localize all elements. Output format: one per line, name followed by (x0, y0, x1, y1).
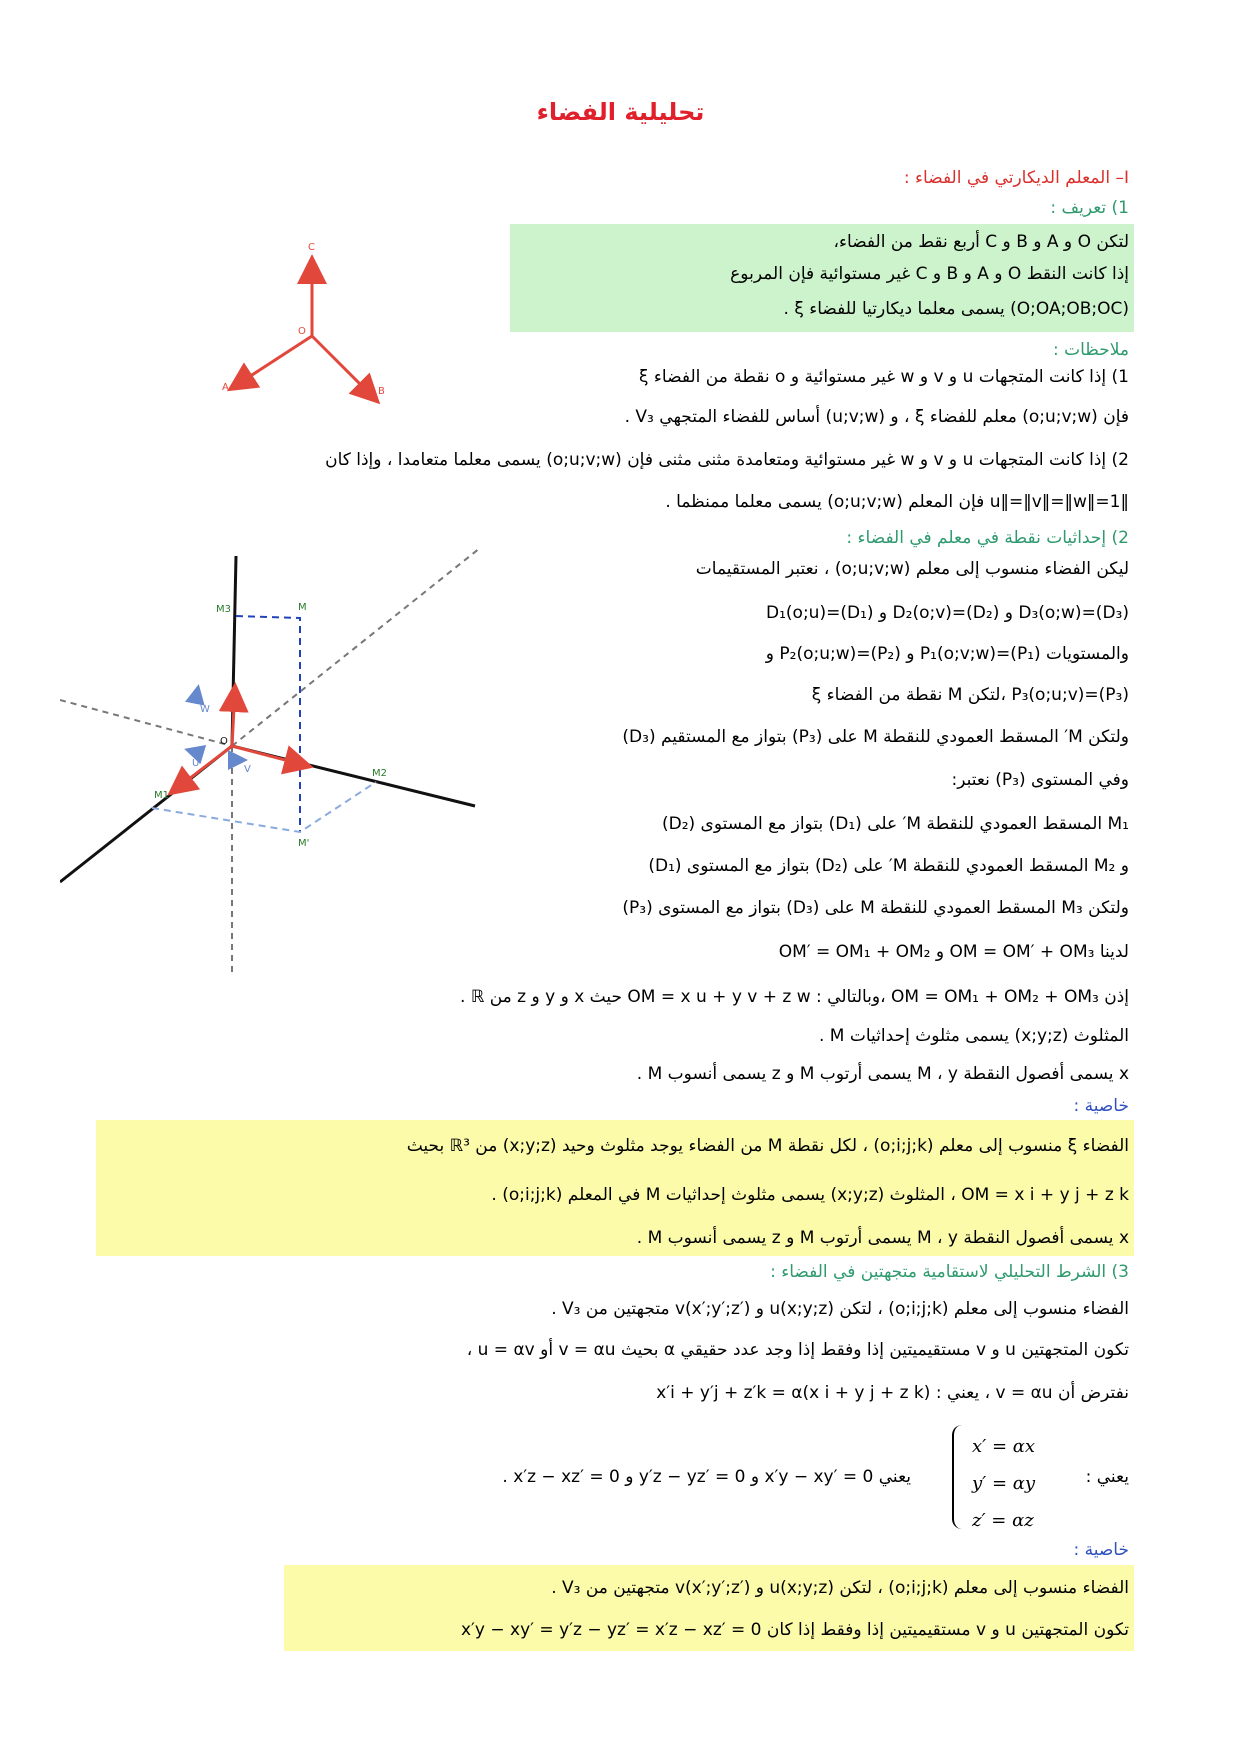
system-eq-3: z′ = αz (972, 1510, 1034, 1531)
note-1: 1) إذا كانت المتجهات u و v و w غير مستوائية و o نقطة من الفضاء ξ (639, 367, 1129, 387)
label-b: B (378, 386, 385, 397)
section-2-line-8: و M₂ المسقط العمودي للنقطة M′ على (D₂) بتواز مع المستوى (D₁) (648, 856, 1129, 876)
unit-vector-u (188, 750, 198, 753)
property-2-line-2: تكون المتجهتين u و v مستقيميتين إذا وفقط إذا كان x′y − xy′ = y′z − yz′ = x′z − xz′ = 0 (461, 1620, 1129, 1640)
system-brace (952, 1425, 968, 1529)
label-m3: M3 (216, 604, 231, 615)
vector-om1 (172, 746, 232, 792)
property-2-heading: خاصية : (1073, 1540, 1129, 1560)
system-eq-2: y′ = αy (972, 1473, 1036, 1494)
section-2-line-10: لدينا OM = OM′ + OM₃ و OM′ = OM₁ + OM₂ (778, 942, 1129, 962)
vector-om2 (232, 746, 308, 766)
definition-line-1: لتكن O و A و B و C أربع نقط من الفضاء، (833, 232, 1129, 252)
projection-m1-m2 (152, 782, 376, 832)
system-label: يعني : (1085, 1467, 1129, 1487)
property-1-line-1: الفضاء ξ منسوب إلى معلم (o;i;j;k) ، لكل نقطة M من الفضاء يوجد مثلوث وحيد (x;y;z) من ℝ³ بحيث (406, 1136, 1129, 1156)
page-title: تحليلية الفضاء (536, 98, 705, 126)
note-2b: ‖u‖=‖v‖=‖w‖=1 فإن المعلم (o;u;v;w) يسمى معلما ممنظما . (665, 492, 1129, 512)
section-2-line-1: ليكن الفضاء منسوب إلى معلم (o;u;v;w) ، نعتبر المستقيمات (695, 559, 1129, 579)
section-2-line-11: إذن OM = OM₁ + OM₂ + OM₃ ،وبالتالي : OM = x u + y v + z w حيث x و y و z من ℝ . (460, 987, 1129, 1007)
section-2-line-3: والمستويات (P₁)=P₁(o;v;w) و (P₂)=P₂(o;u;w) و (765, 644, 1129, 664)
dashed-axis-diagonal (232, 548, 480, 746)
section-2-line-6: وفي المستوى (P₃) نعتبر: (951, 770, 1129, 790)
section-2-line-12: المثلوث (x;y;z) يسمى مثلوث إحداثيات M . (818, 1026, 1129, 1046)
section-3-line-2: تكون المتجهتين u و v مستقيميتين إذا وفقط إذا وجد عدد حقيقي α بحيث v = αu أو u = αv ، (466, 1340, 1129, 1360)
unit-vector-w (196, 688, 198, 698)
system-eq-1: x′ = αx (972, 1436, 1036, 1457)
definition-heading: 1) تعريف : (1050, 198, 1129, 218)
section-2-heading: 2) إحداثيات نقطة في معلم في الفضاء : (846, 528, 1129, 548)
property-1-heading: خاصية : (1073, 1096, 1129, 1116)
label-u: U (192, 758, 200, 769)
definition-line-3: (O;OA;OB;OC) يسمى معلما ديكارتيا للفضاء ξ . (783, 299, 1129, 319)
section-2-line-13: x يسمى أفصول النقطة M ، y يسمى أرتوب M و z يسمى أنسوب M . (636, 1064, 1129, 1084)
label-v: V (244, 764, 251, 775)
note-2: 2) إذا كانت المتجهات u و v و w غير مستوائية ومتعامدة مثنى مثنى فإن (o;u;v;w) يسمى معلما متعامدا ، وإذا كان (325, 450, 1129, 470)
property-1-line-2: OM = x i + y j + z k ، المثلوث (x;y;z) يسمى مثلوث إحداثيات M في المعلم (o;i;j;k) . (491, 1185, 1129, 1205)
section-2-line-2: (D₃)=D₃(o;w) و (D₂)=D₂(o;v) و (D₁)=D₁(o;u) (766, 603, 1129, 623)
vector-oa (232, 336, 312, 388)
figure-coordinates-3d (60, 548, 480, 978)
notes-heading: ملاحظات : (1052, 340, 1129, 360)
section-2-line-9: ولتكن M₃ المسقط العمودي للنقطة M على (D₃) بتواز مع المستوى (P₃) (622, 898, 1129, 918)
section-2-line-5: ولتكن M′ المسقط العمودي للنقطة M على (P₃) بتواز مع المستقيم (D₃) (622, 727, 1129, 747)
label-m: M (298, 602, 307, 613)
vector-ob (312, 336, 376, 400)
system-conclusion: يعني x′y − xy′ = 0 و y′z − yz′ = 0 و x′z − xz′ = 0 . (502, 1467, 911, 1487)
label-o: O (298, 326, 306, 337)
projection-m-m3 (236, 616, 300, 832)
label-w: W (200, 704, 210, 715)
note-1b: فإن (o;u;v;w) معلم للفضاء ξ ، و (u;v;w) أساس للفضاء المتجهي V₃ . (624, 407, 1129, 427)
label-m-prime: M' (298, 838, 310, 849)
label-o2: O (220, 736, 228, 747)
system-equations (972, 1428, 1035, 1539)
section-1-heading: I– المعلم الديكارتي في الفضاء : (903, 168, 1129, 188)
label-a: A (222, 382, 229, 393)
section-2-line-7: M₁ المسقط العمودي للنقطة M′ على (D₁) بتواز مع المستوى (D₂) (661, 814, 1129, 834)
section-3-line-1: الفضاء منسوب إلى معلم (o;i;j;k) ، لتكن u(x;y;z) و v(x′;y′;z′) متجهتين من V₃ . (551, 1299, 1129, 1319)
section-3-line-3: نفترض أن v = αu ، يعني : x′i + y′j + z′k = α(x i + y j + z k) (656, 1383, 1129, 1403)
definition-line-2: إذا كانت النقط O و A و B و C غير مستوائية فإن المربوع (730, 264, 1129, 284)
label-m2: M2 (372, 768, 387, 779)
section-2-line-4: (P₃)=P₃(o;u;v) ،لتكن M نقطة من الفضاء ξ (811, 685, 1129, 705)
figure-frame-oabc (210, 236, 400, 416)
label-c: C (308, 242, 315, 253)
label-m1: M1 (154, 790, 169, 801)
property-2-line-1: الفضاء منسوب إلى معلم (o;i;j;k) ، لتكن u(x;y;z) و v(x′;y′;z′) متجهتين من V₃ . (551, 1578, 1129, 1598)
section-3-heading: 3) الشرط التحليلي لاستقامية متجهتين في الفضاء : (770, 1262, 1129, 1282)
property-1-line-3: x يسمى أفصول النقطة M ، y يسمى أرتوب M و z يسمى أنسوب M . (636, 1228, 1129, 1248)
